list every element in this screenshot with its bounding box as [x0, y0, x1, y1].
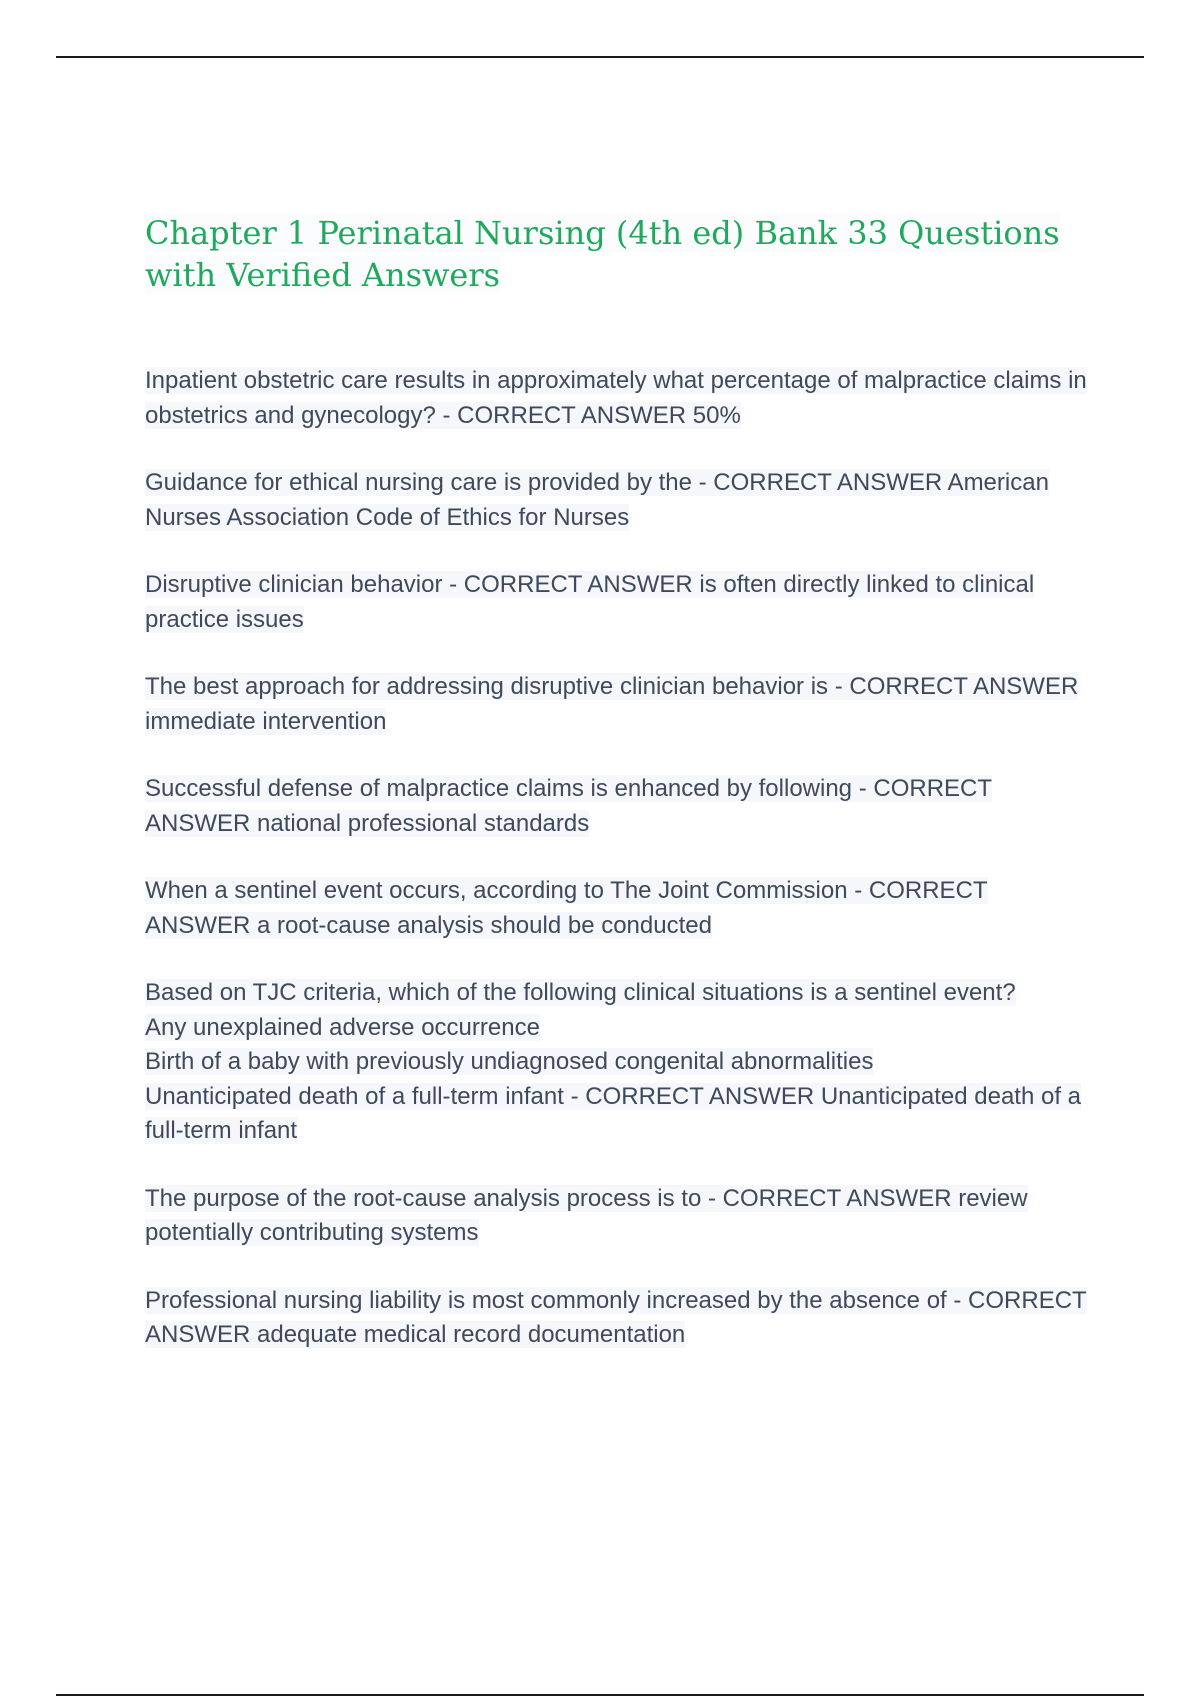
qa-item-6: When a sentinel event occurs, according to The Joint Commission - CORRECT ANSWER a root-cause analysis should be conducted	[145, 877, 988, 939]
bottom-rule	[56, 1694, 1144, 1696]
qa-list	[145, 364, 1095, 1353]
qa-item-7-option-2: Birth of a baby with previously undiagnosed congenital abnormalities	[145, 1048, 874, 1075]
qa-item-1: Inpatient obstetric care results in approximately what percentage of malpractice claims in obstetrics and gynecology? - CORRECT ANSWER 50%	[145, 367, 1087, 429]
document-body	[145, 212, 1095, 1386]
qa-item-7	[145, 976, 1095, 1149]
qa-item-8: The purpose of the root-cause analysis process is to - CORRECT ANSWER review potentially contributing systems	[145, 1184, 1028, 1246]
top-rule	[56, 56, 1144, 58]
document-title: Chapter 1 Perinatal Nursing (4th ed) Bank 33 Questions with Verified Answers	[145, 214, 1060, 294]
qa-item-4: The best approach for addressing disruptive clinician behavior is - CORRECT ANSWER immediate intervention	[145, 673, 1079, 735]
qa-item-7-option-1: Any unexplained adverse occurrence	[145, 1013, 540, 1041]
qa-item-3: Disruptive clinician behavior - CORRECT ANSWER is often directly linked to clinical practice issues	[145, 571, 1035, 633]
qa-item-2: Guidance for ethical nursing care is provided by the - CORRECT ANSWER American Nurses Association Code of Ethics for Nurses	[145, 469, 1049, 531]
qa-item-5: Successful defense of malpractice claims is enhanced by following - CORRECT ANSWER national professional standards	[145, 775, 993, 837]
qa-item-7-answer: Unanticipated death of a full-term infant - CORRECT ANSWER Unanticipated death of a full-term infant	[145, 1082, 1082, 1144]
qa-item-9: Professional nursing liability is most commonly increased by the absence of - CORRECT ANSWER adequate medical record documentation	[145, 1286, 1087, 1348]
qa-item-7-question: Based on TJC criteria, which of the following clinical situations is a sentinel event?	[145, 979, 1016, 1006]
